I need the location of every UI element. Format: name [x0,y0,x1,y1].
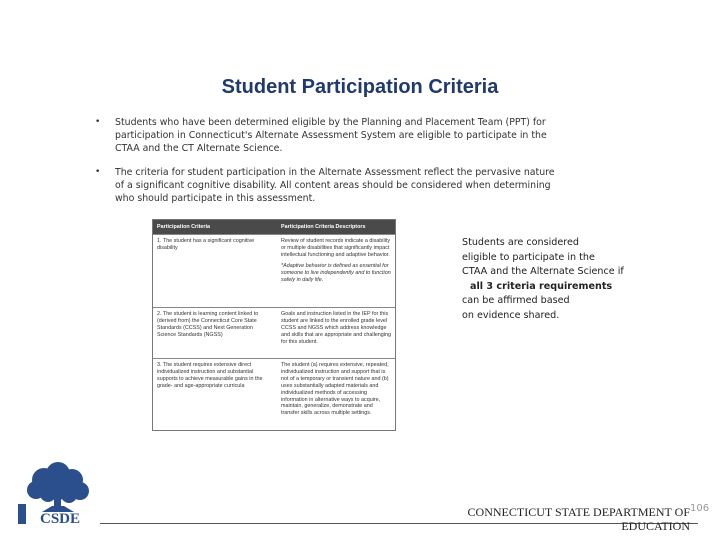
slide-title: Student Participation Criteria [221,76,499,98]
descriptor-note: *Adaptive behavior is defined as essential for someone to live independently and to function safely in daily life. [281,262,391,283]
side-note [462,236,642,324]
side-note-line: Students are considered [462,237,579,248]
table-row [153,358,395,433]
table-row [153,307,395,358]
table-cell-criteria: 3. The student requires extensive direct individualized instruction and substantial supports to achieve measurable gains in the grade- and age-appropriate curricula [157,362,263,389]
tree-icon [27,462,89,512]
table-header-criteria: Participation Criteria [157,223,211,230]
footer-department [440,505,690,533]
table-row [153,234,395,307]
page-number: 106 [690,503,710,514]
side-note-line: on evidence shared. [462,309,560,321]
table-cell-criteria: 1. The student has a significant cognitive disability [157,238,255,251]
side-note-emphasis: all 3 criteria requirements [470,280,613,292]
bullet-text: The criteria for student participation in the Alternate Assessment reflect the pervasive nature of a significant cognitive disability. All content areas should be considered when determining who should participate in this assessment. [115,167,555,204]
side-note-line: CTAA and the Alternate Science if [462,266,624,278]
footer-department-line2: EDUCATION [621,519,690,533]
bullet-item [95,166,555,205]
side-note-line: eligible to participate in the [462,251,595,263]
table-cell-descriptor [277,235,395,307]
table-cell-descriptor: The student (a) requires extensive, repeated, individualized instruction and support that is not of a temporary or transient nature and (b) uses substantially adapted materials and individualized methods of accessing information in alternative ways to acquire, maintain, generalize, demonstrate and transfer skills across multiple settings. [281,362,389,417]
bullet-marker: • [95,167,101,177]
table-cell-descriptor: Goals and instruction listed in the IEP for this student are linked to the enrolled grade level CCSS and NGSS which address knowledge and skills that are appropriate and challenging for this student. [281,311,391,345]
side-note-line: can be affirmed based [462,295,570,307]
table-cell-criteria: 2. The student is learning content linked to (derived from) the Connecticut Core State Standards (CCSS) and Next Generation Science Standards (NGSS) [157,311,259,338]
csde-logo [14,460,100,526]
table-header [153,220,395,234]
logo-text: CSDE [39,511,81,526]
bullet-marker: • [95,117,101,127]
criteria-table [152,219,396,431]
bullet-item [95,116,555,155]
descriptor-text: Review of student records indicate a disability or multiple disabilities that significantly impact intellectual functioning and adaptive behavior. [281,238,391,258]
table-header-descriptors: Participation Criteria Descriptors [281,223,366,230]
bullet-text: Students who have been determined eligible by the Planning and Placement Team (PPT) for participation in Connecticut's Alternate Assessment System are eligible to participate in the CTAA and the CT Alternate Science. [115,117,547,154]
bullet-list [95,116,555,216]
footer-department-line1: CONNECTICUT STATE DEPARTMENT OF [467,505,690,519]
